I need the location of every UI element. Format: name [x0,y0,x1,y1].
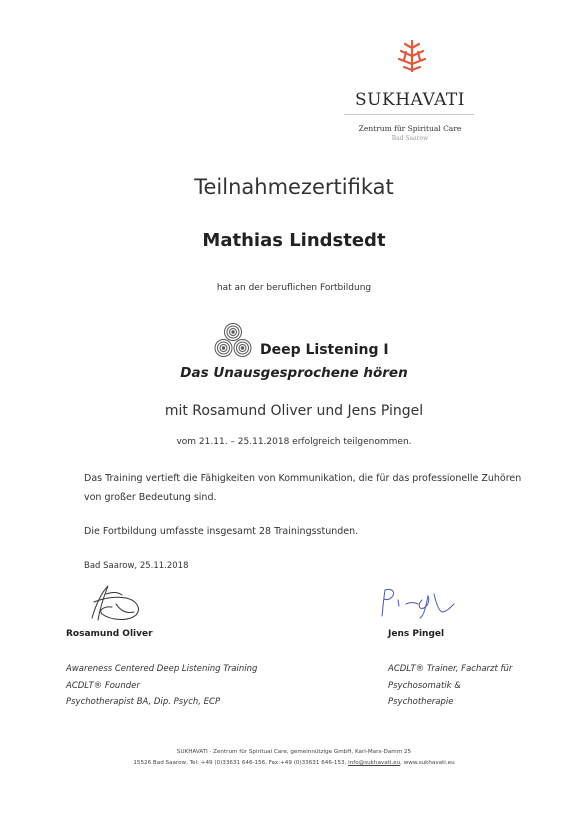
signature-rosamund-oliver [86,582,146,624]
footer-email-link[interactable]: info@sukhavati.eu [348,760,401,766]
intro-line: hat an der beruflichen Fortbildung [216,283,372,293]
course-subtitle: Das Unausgesprochene hören [180,365,408,381]
role-line: ACDLT® Trainer, Facharzt für [388,664,513,674]
brand-location: Bad Saarow [391,135,429,142]
triple-spiral-icon [214,322,252,358]
participant-name: Mathias Lindstedt [202,230,386,251]
role-line: Awareness Centered Deep Listening Training [66,664,258,674]
hours-paragraph: Die Fortbildung umfasste insgesamt 28 Trainingsstunden. [84,526,359,537]
brand-name: SUKHAVATI [355,90,465,110]
signer-name-left: Rosamund Oliver [66,629,153,639]
signer-name-right: Jens Pingel [388,629,445,639]
signer-roles-left [66,661,316,711]
signature-jens-pingel [378,586,458,620]
brand-divider [344,114,474,115]
signer-roles-right [388,661,548,711]
course-title: Deep Listening I [260,342,389,358]
sukhavati-logo-icon [395,38,429,74]
role-line: ACDLT® Founder [66,680,140,691]
certificate-title: Teilnahmezertifikat [194,175,394,199]
footer-contact-prefix: 15526 Bad Saarow, Tel: +49 (0)33631 646-156, Fax:+49 (0)33631 646-153, [133,760,349,766]
role-line: Psychosomatik & [388,680,461,691]
trainers-line: mit Rosamund Oliver und Jens Pingel [164,403,424,419]
description-paragraph: Das Training vertieft die Fähigkeiten von Kommunikation, die für das professionelle Zuhören von großer Bedeutung sind. [84,473,522,503]
role-line: Psychotherapie [388,697,454,707]
footer-contact-suffix: , www.sukhavati.eu [400,760,455,766]
footer-contact [0,760,588,766]
footer-address: SUKHAVATI · Zentrum für Spiritual Care, gemeinnützige GmbH, Karl-Marx-Damm 25 [176,749,412,755]
role-line: Psychotherapist BA, Dip. Psych, ECP [66,697,221,707]
place-date: Bad Saarow, 25.11.2018 [84,561,189,571]
course-dates: vom 21.11. – 25.11.2018 erfolgreich teilgenommen. [176,437,412,447]
brand-subtitle: Zentrum für Spiritual Care [358,124,462,133]
